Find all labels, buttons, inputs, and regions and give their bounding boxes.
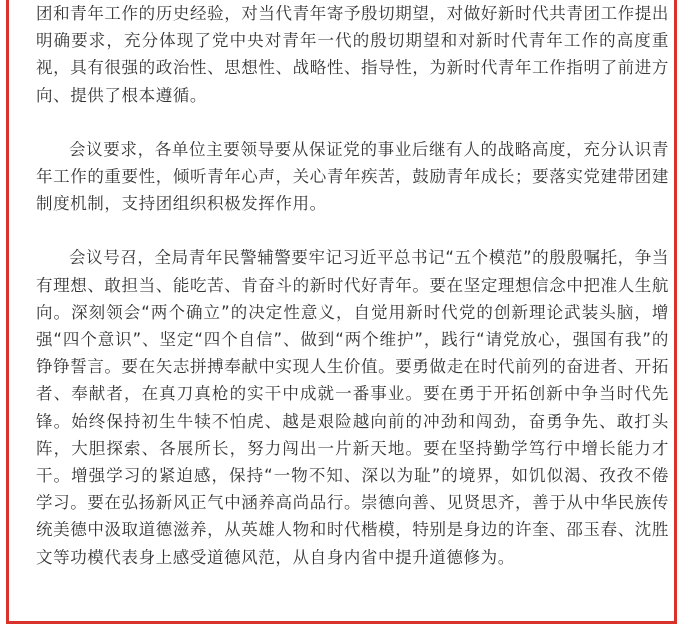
- article-paragraph-continued: 团和青年工作的历史经验，对当代青年寄予殷切期望，对做好新时代共青团工作提出明确要求，充分体现了党中央对青年一代的殷切期望和对新时代青年工作的高度重视，具有很强的政治性、思想性、战略性、指导性，为新时代青年工作指明了前进方向、提供了根本遵循。: [36, 4, 669, 105]
- article-frame: [6, 0, 677, 624]
- article-body: [36, 0, 669, 571]
- article-paragraph-meeting-call: 会议号召，全局青年民警辅警要牢记习近平总书记“五个模范”的殷殷嘱托，争当有理想、敢担当、能吃苦、肯奋斗的新时代好青年。要在坚定理想信念中把准人生航向。深刻领会“两个确立”的决定性意义，自觉用新时代党的创新理论武装头脑，增强“四个意识”、坚定“四个自信”、做到“两个维护”，践行“请党放心，强国有我”的铮铮誓言。要在矢志拼搏奉献中实现人生价值。要勇做走在时代前列的奋进者、开拓者、奉献者，在真刀真枪的实干中成就一番事业。要在勇于开拓创新中争当时代先锋。始终保持初生牛犊不怕虎、越是艰险越向前的冲劲和闯劲，奋勇争先、敢打头阵，大胆探索、各展所长，努力闯出一片新天地。要在坚持勤学笃行中增长能力才干。增强学习的紧迫感，保持“一物不知、深以为耻”的境界，如饥似渴、孜孜不倦学习。要在弘扬新风正气中涵养高尚品行。崇德向善、见贤思齐，善于从中华民族传统美德中汲取道德滋养，从英雄人物和时代楷模，特别是身边的许奎、邵玉春、沈胜文等功模代表身上感受道德风范，从自身内省中提升道德修为。: [36, 248, 669, 567]
- article-paragraph-meeting-requirements: 会议要求，各单位主要领导要从保证党的事业后继有人的战略高度，充分认识青年工作的重要性，倾听青年心声，关心青年疾苦，鼓励青年成长；要落实党建带团建制度机制，支持团组织积极发挥作用。: [36, 139, 669, 214]
